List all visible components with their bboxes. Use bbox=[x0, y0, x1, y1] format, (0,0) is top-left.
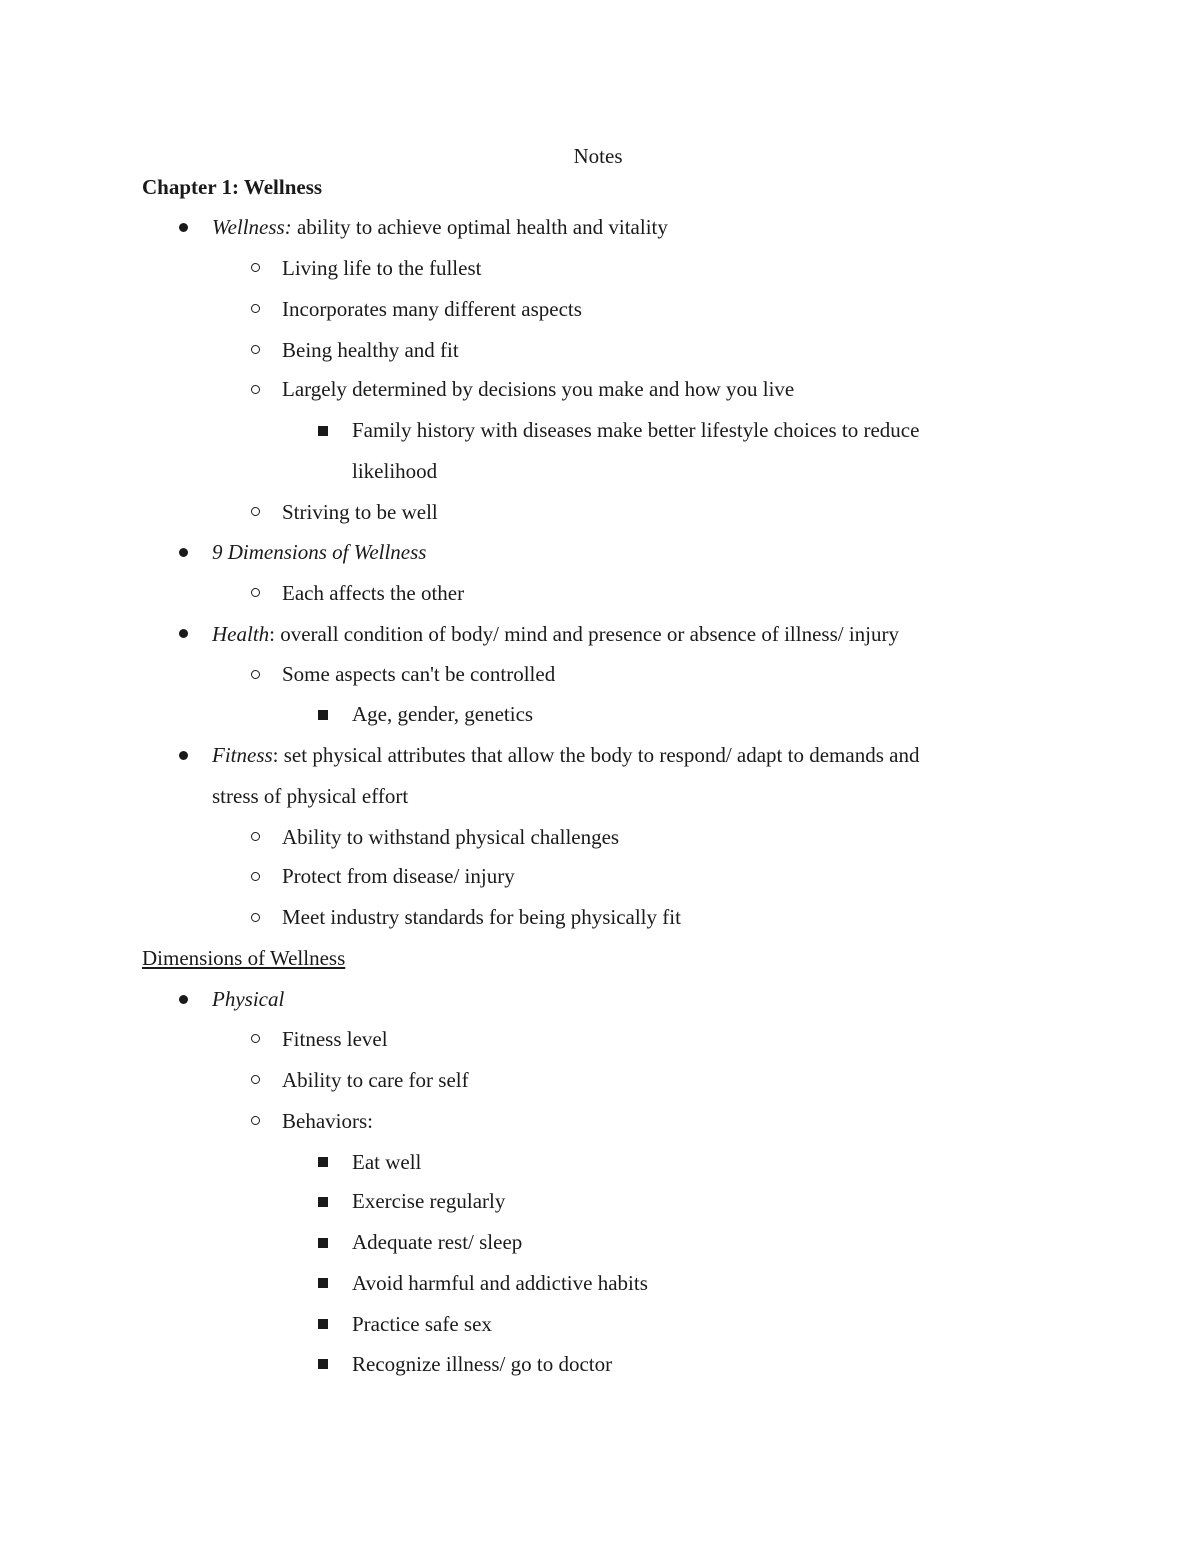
list-item: Family history with diseases make better lifestyle choices to reduce bbox=[352, 418, 920, 442]
list-item: Adequate rest/ sleep bbox=[352, 1230, 523, 1254]
list-item: Being healthy and fit bbox=[282, 338, 459, 362]
list-item: Meet industry standards for being physically fit bbox=[282, 905, 681, 929]
definition-wellness: ability to achieve optimal health and vitality bbox=[291, 215, 668, 239]
bullet-square bbox=[318, 426, 328, 436]
bullet-circle bbox=[251, 1075, 260, 1084]
bullet-circle bbox=[251, 1034, 260, 1043]
bullet-circle bbox=[251, 872, 260, 881]
bullet-circle bbox=[251, 913, 260, 922]
list-item: Practice safe sex bbox=[352, 1312, 492, 1336]
list-item: Fitness level bbox=[282, 1027, 388, 1051]
bullet-square bbox=[318, 710, 328, 720]
bullet-square bbox=[318, 1197, 328, 1207]
bullet-circle bbox=[251, 832, 260, 841]
bullet-circle bbox=[251, 1116, 260, 1125]
list-item-wellness bbox=[212, 215, 668, 239]
bullet-circle bbox=[251, 670, 260, 679]
list-item: Ability to care for self bbox=[282, 1068, 469, 1092]
bullet-circle bbox=[251, 385, 260, 394]
list-item-health bbox=[212, 622, 899, 646]
bullet-circle bbox=[251, 507, 260, 516]
bullet-square bbox=[318, 1319, 328, 1329]
term-physical: Physical bbox=[212, 987, 285, 1011]
bullet-disc bbox=[179, 995, 188, 1004]
list-item: Ability to withstand physical challenges bbox=[282, 825, 620, 849]
definition-fitness: : set physical attributes that allow the body to respond/ adapt to demands and bbox=[272, 743, 920, 767]
list-item: Protect from disease/ injury bbox=[282, 864, 515, 888]
bullet-square bbox=[318, 1359, 328, 1369]
bullet-disc bbox=[179, 548, 188, 557]
section-heading: Dimensions of Wellness bbox=[142, 946, 346, 970]
bullet-circle bbox=[251, 263, 260, 272]
list-item: Each affects the other bbox=[282, 581, 465, 605]
list-item: Striving to be well bbox=[282, 500, 438, 524]
list-item: Largely determined by decisions you make and how you live bbox=[282, 377, 795, 401]
bullet-circle bbox=[251, 588, 260, 597]
list-item-continuation: stress of physical effort bbox=[212, 784, 409, 808]
bullet-square bbox=[318, 1157, 328, 1167]
list-item: Avoid harmful and addictive habits bbox=[352, 1271, 648, 1295]
bullet-square bbox=[318, 1238, 328, 1248]
list-item: Eat well bbox=[352, 1150, 422, 1174]
chapter-heading: Chapter 1: Wellness bbox=[142, 175, 323, 199]
term-health: Health bbox=[212, 622, 270, 646]
list-item: Exercise regularly bbox=[352, 1189, 506, 1213]
bullet-square bbox=[318, 1278, 328, 1288]
list-item-continuation: likelihood bbox=[352, 459, 438, 483]
list-item: Some aspects can't be controlled bbox=[282, 662, 556, 686]
list-item: Behaviors: bbox=[282, 1109, 373, 1133]
bullet-disc bbox=[179, 629, 188, 638]
term-9-dimensions: 9 Dimensions of Wellness bbox=[212, 540, 427, 564]
definition-health: : overall condition of body/ mind and presence or absence of illness/ injury bbox=[269, 622, 899, 646]
bullet-circle bbox=[251, 304, 260, 313]
bullet-disc bbox=[179, 223, 188, 232]
list-item: Living life to the fullest bbox=[282, 256, 482, 280]
list-item: Incorporates many different aspects bbox=[282, 297, 582, 321]
term-fitness: Fitness bbox=[212, 743, 273, 767]
list-item: Recognize illness/ go to doctor bbox=[352, 1352, 613, 1376]
page-title: Notes bbox=[573, 144, 623, 168]
term-wellness: Wellness: bbox=[212, 215, 292, 239]
list-item-fitness bbox=[212, 743, 919, 767]
bullet-disc bbox=[179, 751, 188, 760]
list-item: Age, gender, genetics bbox=[352, 702, 534, 726]
bullet-circle bbox=[251, 345, 260, 354]
